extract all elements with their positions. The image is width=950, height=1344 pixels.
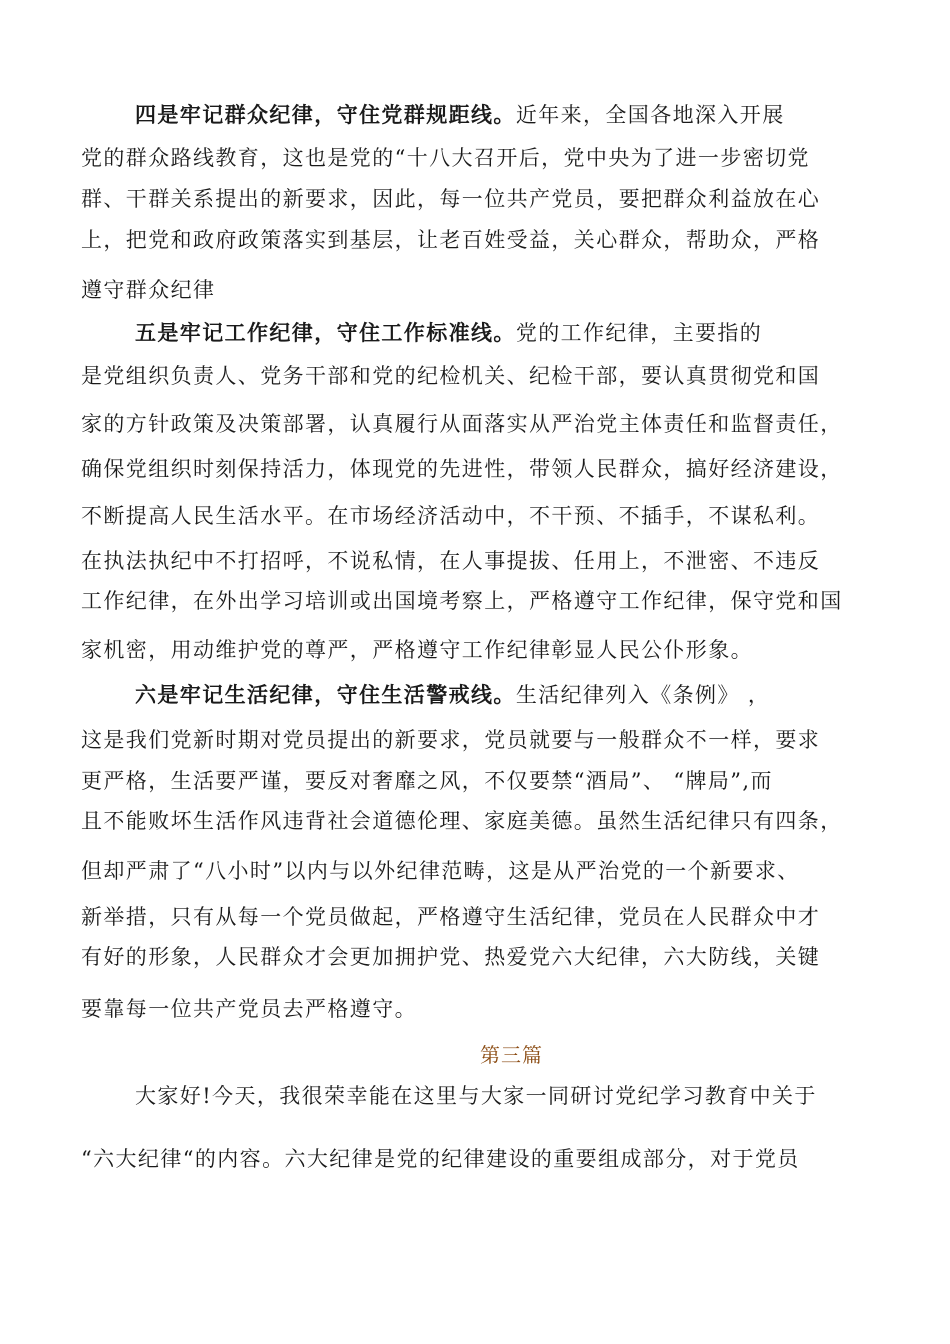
section6-lead: 六是牢记生活纪律，守住生活警戒线。 <box>135 682 516 707</box>
section6-line2: 这是我们党新时期对党员提出的新要求，党员就要与一般群众不一样，要求 <box>81 728 821 752</box>
section4-line4: 上，把党和政府政策落实到基层，让老百姓受益，关心群众，帮助众，严格 <box>81 228 821 252</box>
section6-line1-text: 生活纪律列入《条例》 ， <box>515 683 771 707</box>
section6-line5: 但却严肃了“八小时”以内与以外纪律范畴，这是从严治党的一个新要求、 <box>81 859 800 883</box>
part3-heading: 第三篇 <box>480 1043 543 1067</box>
section5-line6: 在执法执纪中不打招呼，不说私情，在人事提拔、任用上，不泄密、不违反 <box>81 549 821 573</box>
section5-lead: 五是牢记工作纪律，守住工作标准线。 <box>135 320 516 345</box>
section5-line1-text: 党的工作纪律，主要指的 <box>515 321 763 345</box>
section4-line3: 群、干群关系提出的新要求，因此，每一位共产党员，要把群众利益放在心 <box>81 187 821 211</box>
section6-line3: 更严格，生活要严谨，要反对奢靡之风，不仅要禁“酒局”、 “牌局”,而 <box>81 769 773 793</box>
section4-line1 <box>135 101 785 129</box>
section5-line5: 不断提高人民生活水平。在市场经济活动中，不干预、不插手，不谋私利。 <box>81 504 821 528</box>
section6-line4: 且不能败坏生活作风违背社会道德伦理、家庭美德。虽然生活纪律只有四条， <box>81 809 843 833</box>
section5-line2: 是党组织负责人、党务干部和党的纪检机关、纪检干部，要认真贯彻党和国 <box>81 364 821 388</box>
part3-line1: 大家好!今天，我很荣幸能在这里与大家一同研讨党纪学习教育中关于 <box>135 1084 817 1108</box>
section4-line2: 党的群众路线教育，这也是党的“十八大召开后，党中央为了进一步密切党 <box>81 146 810 170</box>
part3-line2: “六大纪律“的内容。六大纪律是党的纪律建设的重要组成部分，对于党员 <box>81 1147 800 1171</box>
section5-line3: 家的方针政策及决策部署，认真履行从面落实从严治党主体责任和监督责任， <box>81 412 843 436</box>
section6-line7: 有好的形象，人民群众才会更加拥护党、热爱党六大纪律，六大防线，关键 <box>81 945 821 969</box>
section4-line1-text: 近年来，全国各地深入开展 <box>515 103 785 127</box>
section5-line1 <box>135 319 762 347</box>
section5-line4: 确保党组织时刻保持活力，体现党的先进性，带领人民群众，搞好经济建设， <box>81 457 843 481</box>
section6-line6: 新举措，只有从每一个党员做起，严格遵守生活纪律，党员在人民群众中才 <box>81 905 821 929</box>
section5-line7: 工作纪律，在外出学习培训或出国境考察上，严格遵守工作纪律，保守党和国 <box>81 589 843 613</box>
section6-line1 <box>135 681 770 709</box>
section4-line5: 遵守群众纪律 <box>81 278 216 302</box>
section6-line8: 要靠每一位共产党员去严格遵守。 <box>81 997 417 1021</box>
section4-lead: 四是牢记群众纪律，守住党群规距线。 <box>135 102 516 127</box>
section5-line8: 家机密，用动维护党的尊严，严格遵守工作纪律彰显人民公仆形象。 <box>81 638 753 662</box>
